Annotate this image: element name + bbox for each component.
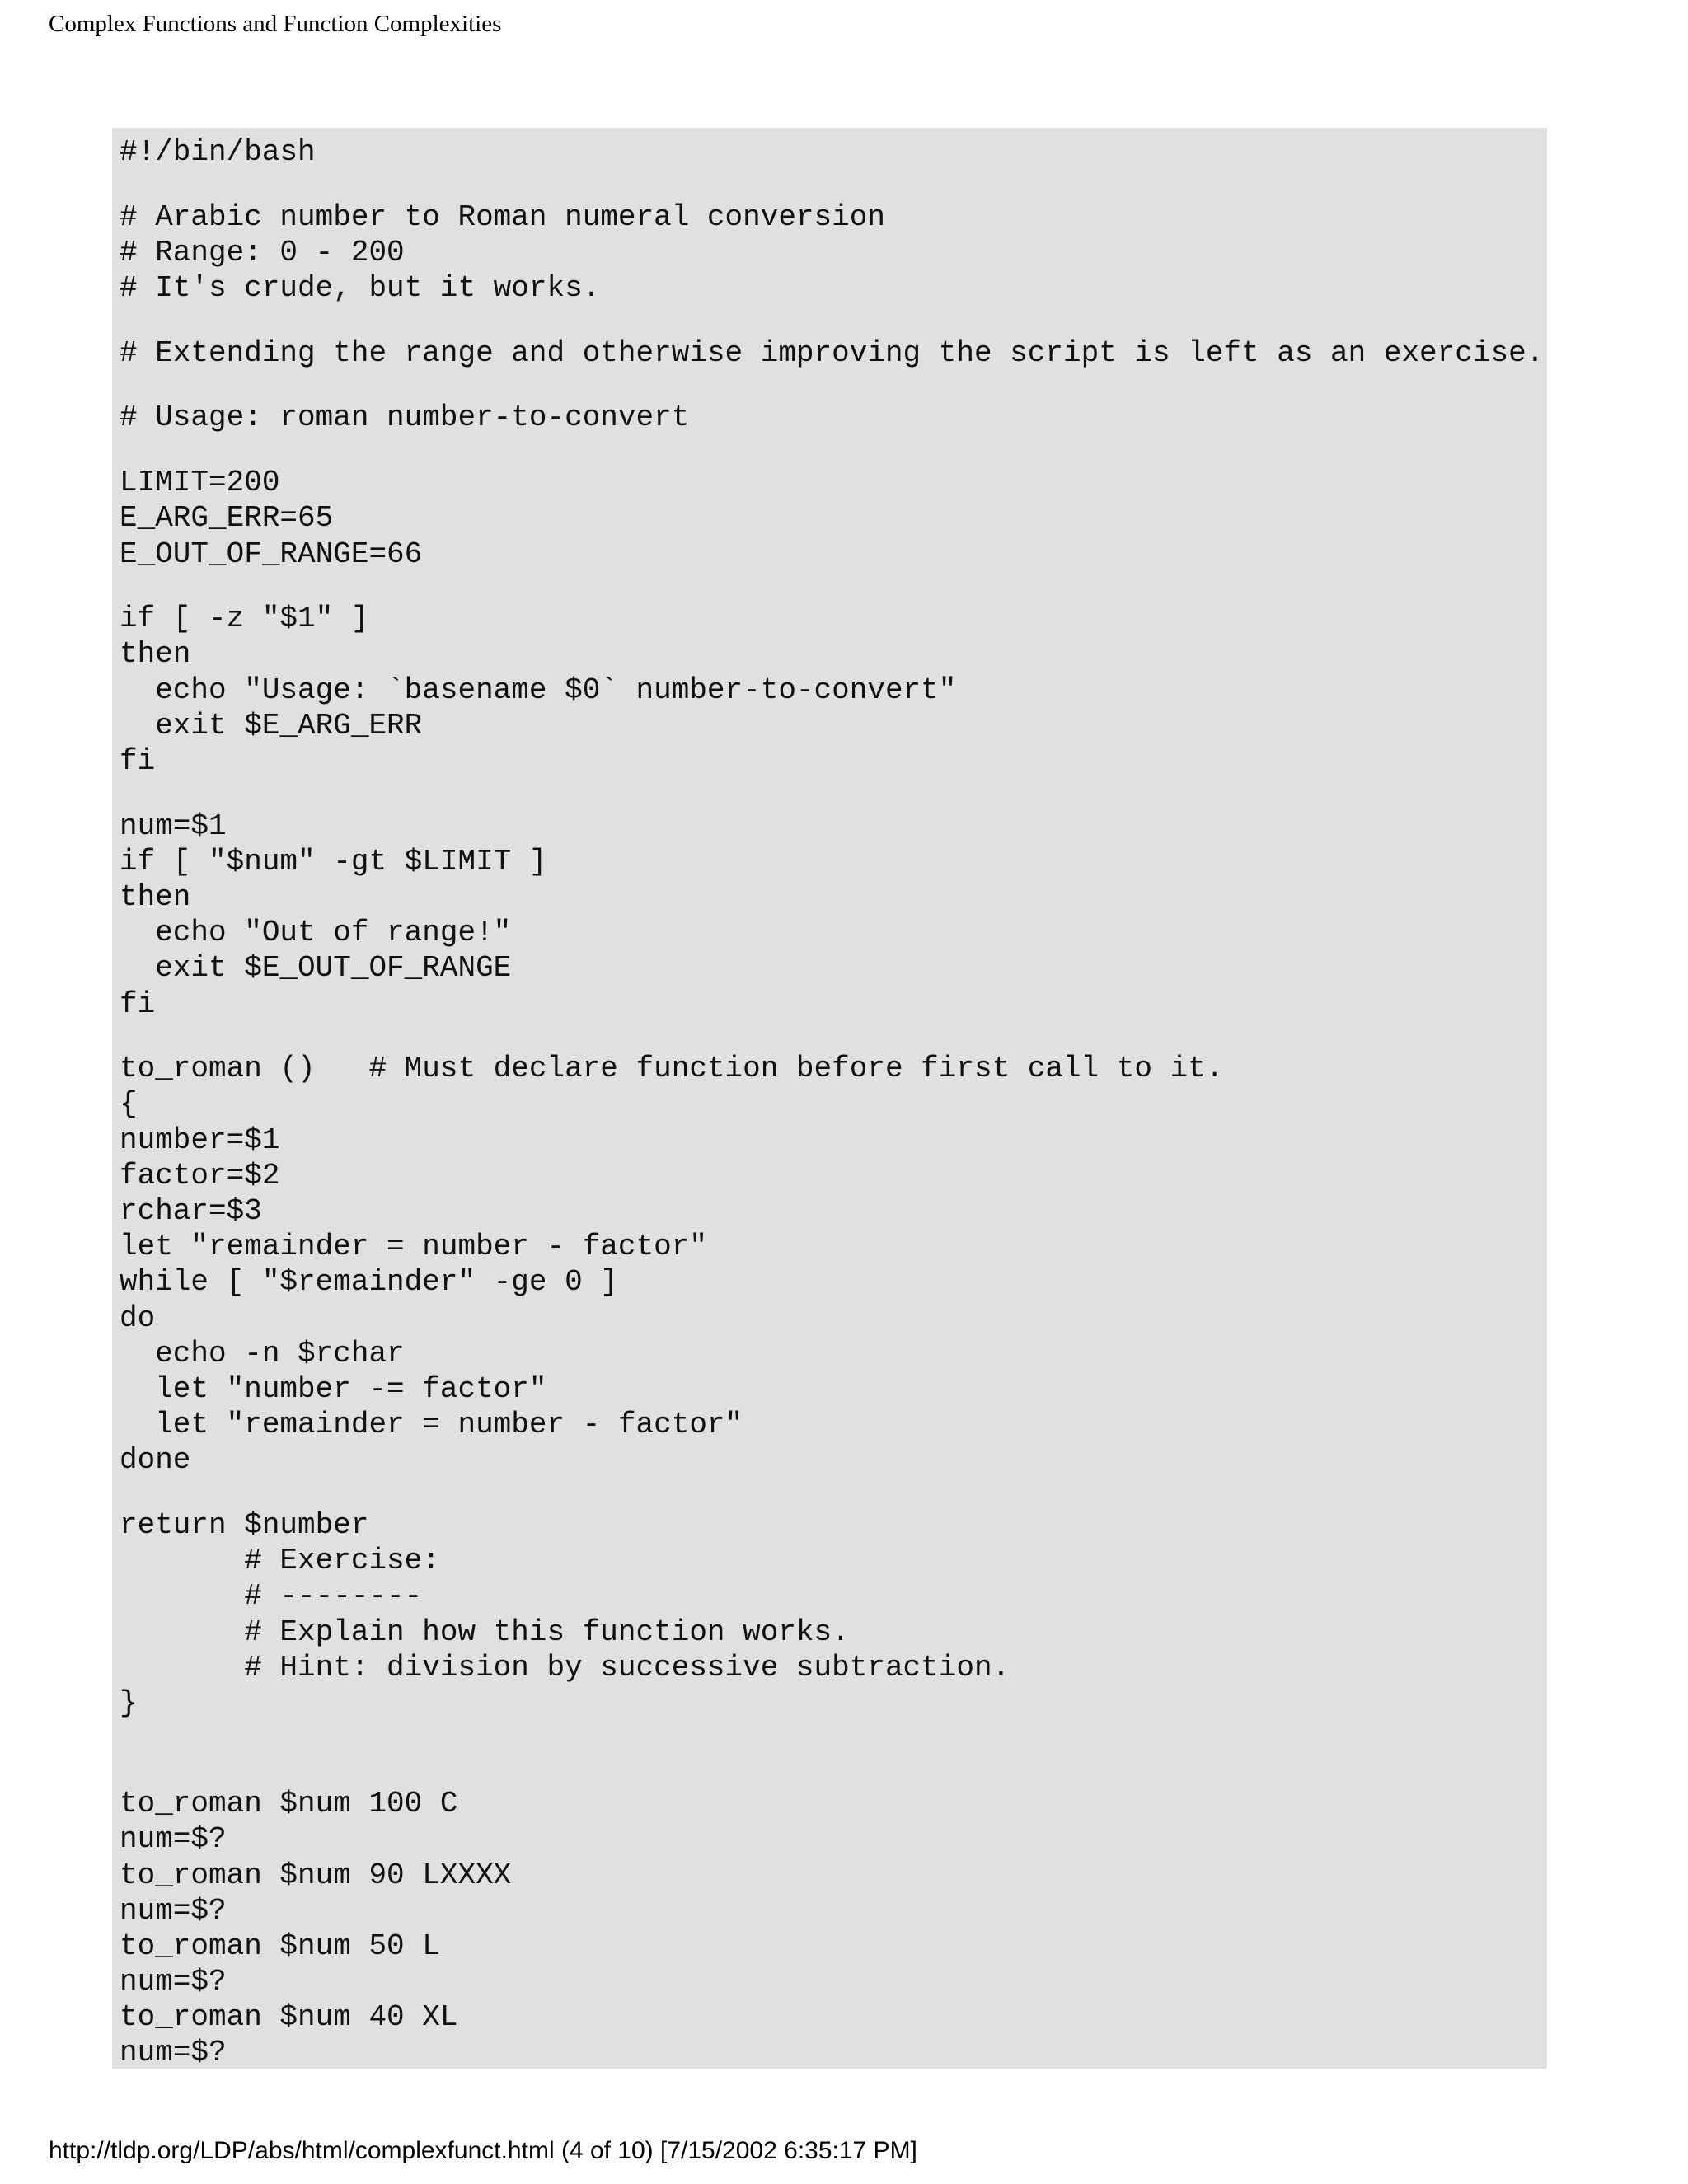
code-line: # Extending the range and otherwise improving the script is left as an exercise. — [120, 335, 1545, 370]
code-line: done — [120, 1443, 191, 1478]
code-line: LIMIT=200 — [120, 466, 280, 500]
code-line: num=$1 — [120, 808, 227, 843]
code-line: # Usage: roman number-to-convert — [120, 401, 690, 435]
code-line: factor=$2 — [120, 1158, 280, 1193]
code-blank-line — [120, 371, 1547, 401]
code-line: to_roman () # Must declare function before first call to it. — [120, 1052, 1224, 1086]
code-line: num=$? — [120, 2036, 227, 2069]
code-line: E_ARG_ERR=65 — [120, 501, 334, 536]
code-line: fi — [120, 987, 156, 1021]
code-line: #!/bin/bash — [120, 135, 316, 169]
code-line: if [ -z "$1" ] — [120, 602, 369, 636]
code-line: } — [120, 1685, 138, 1720]
code-line: to_roman $num 40 XL — [120, 2000, 458, 2035]
code-line: # It's crude, but it works. — [120, 271, 601, 306]
code-line: to_roman $num 50 L — [120, 1929, 440, 1963]
code-line: # Arabic number to Roman numeral conversion — [120, 199, 885, 234]
code-line: { — [120, 1087, 138, 1122]
code-line: E_OUT_OF_RANGE=66 — [120, 537, 423, 571]
code-line: # Explain how this function works. — [120, 1615, 850, 1649]
code-blank-line — [120, 1721, 1547, 1786]
code-line: let "remainder = number - factor" — [120, 1230, 707, 1264]
code-listing — [112, 128, 1547, 2069]
code-line: # Hint: division by successive subtraction. — [120, 1650, 1010, 1685]
code-blank-line — [120, 572, 1547, 602]
code-line: if [ "$num" -gt $LIMIT ] — [120, 844, 547, 879]
code-line: return $number — [120, 1508, 369, 1542]
code-line: exit $E_OUT_OF_RANGE — [120, 951, 512, 986]
code-line: echo -n $rchar — [120, 1336, 405, 1371]
code-line: echo "Out of range!" — [120, 916, 512, 950]
code-line: let "number -= factor" — [120, 1371, 547, 1406]
code-line: number=$1 — [120, 1122, 280, 1157]
page-header-title: Complex Functions and Function Complexities — [49, 11, 502, 37]
code-line: rchar=$3 — [120, 1194, 262, 1228]
code-line: to_roman $num 100 C — [120, 1787, 458, 1821]
code-blank-line — [120, 436, 1547, 466]
code-line: echo "Usage: `basename $0` number-to-convert" — [120, 673, 957, 707]
code-line: fi — [120, 743, 156, 778]
code-blank-line — [120, 779, 1547, 808]
code-line: num=$? — [120, 1965, 227, 1999]
page-footer-url: http://tldp.org/LDP/abs/html/complexfunct.html (4 of 10) [7/15/2002 6:35:17 PM] — [49, 2137, 917, 2164]
code-line: then — [120, 637, 191, 672]
code-blank-line — [120, 170, 1547, 199]
code-line: # Range: 0 - 200 — [120, 235, 405, 269]
code-blank-line — [120, 306, 1547, 335]
code-line: # Exercise: — [120, 1544, 440, 1578]
code-line: exit $E_ARG_ERR — [120, 708, 423, 743]
code-line: do — [120, 1301, 156, 1335]
code-line: num=$? — [120, 1893, 227, 1928]
code-line: to_roman $num 90 LXXXX — [120, 1858, 512, 1892]
code-line: num=$? — [120, 1822, 227, 1857]
code-line: then — [120, 880, 191, 914]
code-blank-line — [120, 1479, 1547, 1508]
code-blank-line — [120, 1022, 1547, 1052]
code-line: while [ "$remainder" -ge 0 ] — [120, 1265, 618, 1300]
code-line: let "remainder = number - factor" — [120, 1408, 743, 1442]
code-line: # -------- — [120, 1579, 423, 1614]
